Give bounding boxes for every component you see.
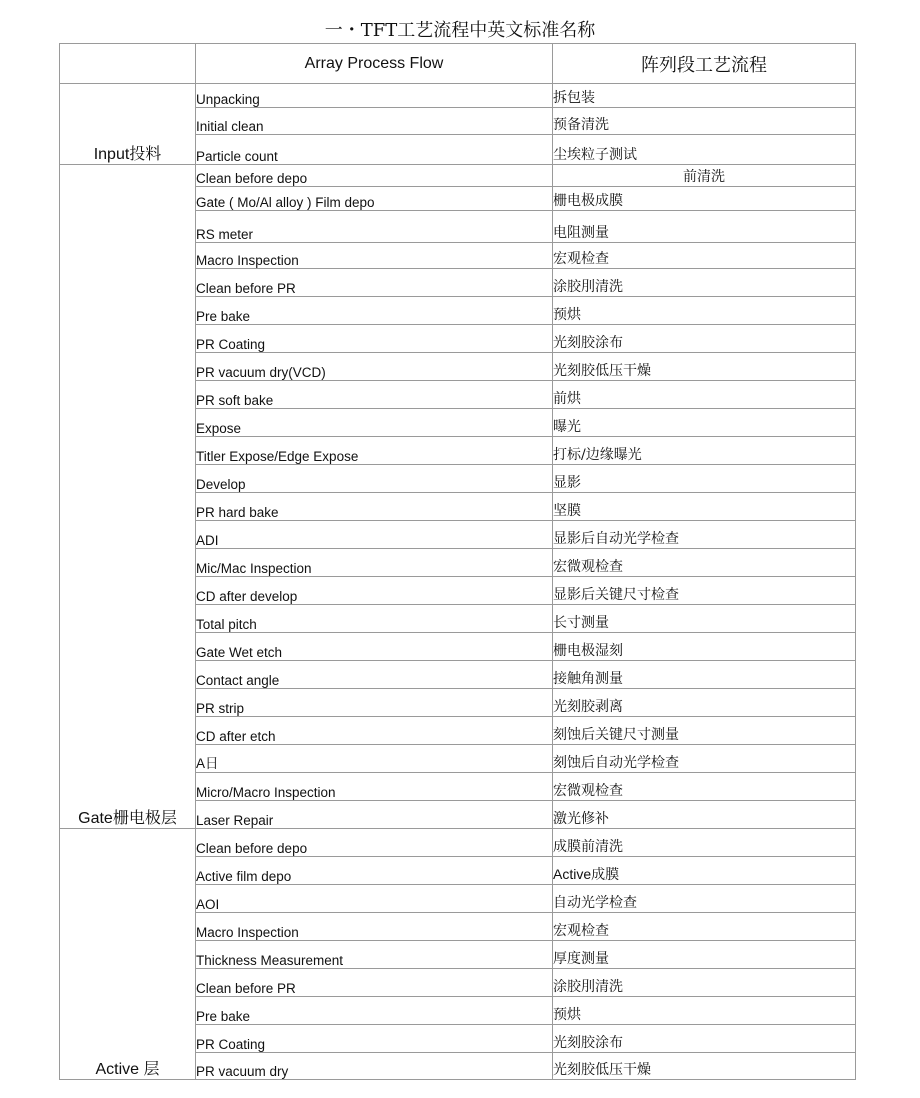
step-english-name: Laser Repair <box>196 801 553 829</box>
step-chinese-name: 前清洗 <box>553 165 856 187</box>
step-english-name: Thickness Measurement <box>196 941 553 969</box>
step-chinese-name: 宏观检查 <box>553 913 856 941</box>
step-chinese-name: 厚度测量 <box>553 941 856 969</box>
step-chinese-name: 尘埃粒子测试 <box>553 135 856 165</box>
step-english-name: Micro/Macro Inspection <box>196 773 553 801</box>
step-english-name: Initial clean <box>196 108 553 135</box>
step-chinese-name: 长寸测量 <box>553 605 856 633</box>
step-chinese-name: 刻蚀后关键尺寸测量 <box>553 717 856 745</box>
step-english-name: Total pitch <box>196 605 553 633</box>
step-english-name: Clean before PR <box>196 969 553 997</box>
group-label: Gate栅电极层 <box>60 165 196 829</box>
step-chinese-name: 栅电极湿刻 <box>553 633 856 661</box>
process-table <box>59 43 856 1080</box>
step-chinese-name: 拆包装 <box>553 84 856 108</box>
step-english-name: PR Coating <box>196 325 553 353</box>
step-chinese-name: 光刻胶涂布 <box>553 325 856 353</box>
step-english-name: Clean before PR <box>196 269 553 297</box>
step-chinese-name: 宏观检查 <box>553 243 856 269</box>
step-english-name: PR hard bake <box>196 493 553 521</box>
step-chinese-name: 激光修补 <box>553 801 856 829</box>
step-chinese-name: 光刻胶涂布 <box>553 1025 856 1053</box>
step-english-name: PR Coating <box>196 1025 553 1053</box>
step-chinese-name: 光刻胶低压干燥 <box>553 353 856 381</box>
step-english-name: CD after develop <box>196 577 553 605</box>
page-title: 一・TFT工艺流程中英文标准名称 <box>324 20 596 41</box>
step-chinese-name: 预烘 <box>553 297 856 325</box>
step-english-name: A日 <box>196 745 553 773</box>
step-english-name: Particle count <box>196 135 553 165</box>
table-row <box>60 829 856 857</box>
step-english-name: Develop <box>196 465 553 493</box>
step-chinese-name: 前烘 <box>553 381 856 409</box>
step-english-name: Macro Inspection <box>196 243 553 269</box>
step-chinese-name: 涂胶刖清洗 <box>553 969 856 997</box>
step-english-name: RS meter <box>196 211 553 243</box>
group-label: Active 层 <box>60 829 196 1080</box>
step-chinese-name: 电阻测量 <box>553 211 856 243</box>
step-english-name: Expose <box>196 409 553 437</box>
step-english-name: AOI <box>196 885 553 913</box>
step-chinese-name: 宏微观检查 <box>553 549 856 577</box>
step-english-name: Pre bake <box>196 297 553 325</box>
step-english-name: Gate Wet etch <box>196 633 553 661</box>
step-english-name: Clean before depo <box>196 829 553 857</box>
header-array-process-flow: Array Process Flow <box>196 44 553 84</box>
step-chinese-name: 成膜前清洗 <box>553 829 856 857</box>
step-chinese-name: 预备清洗 <box>553 108 856 135</box>
table-row <box>60 165 856 187</box>
step-english-name: Mic/Mac Inspection <box>196 549 553 577</box>
step-chinese-name: 坚膜 <box>553 493 856 521</box>
step-chinese-name: 光刻胶低压干燥 <box>553 1053 856 1080</box>
step-english-name: Unpacking <box>196 84 553 108</box>
step-english-name: Clean before depo <box>196 165 553 187</box>
step-chinese-name: 显影 <box>553 465 856 493</box>
group-label: Input投料 <box>60 84 196 165</box>
step-english-name: PR vacuum dry <box>196 1053 553 1080</box>
header-empty-cell <box>60 44 196 84</box>
step-english-name: Titler Expose/Edge Expose <box>196 437 553 465</box>
step-english-name: Gate ( Mo/Al alloy ) Film depo <box>196 187 553 211</box>
step-english-name: Active film depo <box>196 857 553 885</box>
header-array-process-zh: 阵列段工艺流程 <box>553 44 856 84</box>
step-chinese-name: 显影后自动光学检查 <box>553 521 856 549</box>
step-chinese-name: Active成膜 <box>553 857 856 885</box>
step-chinese-name: 刻蚀后自动光学检查 <box>553 745 856 773</box>
step-chinese-name: 打标/边缘曝光 <box>553 437 856 465</box>
step-chinese-name: 自动光学检查 <box>553 885 856 913</box>
step-chinese-name: 涂胶刖清洗 <box>553 269 856 297</box>
step-chinese-name: 宏微观检查 <box>553 773 856 801</box>
step-english-name: Pre bake <box>196 997 553 1025</box>
step-english-name: PR soft bake <box>196 381 553 409</box>
step-chinese-name: 预烘 <box>553 997 856 1025</box>
step-english-name: PR strip <box>196 689 553 717</box>
table-header-row <box>60 44 856 84</box>
step-english-name: CD after etch <box>196 717 553 745</box>
step-english-name: PR vacuum dry(VCD) <box>196 353 553 381</box>
step-chinese-name: 显影后关键尺寸检查 <box>553 577 856 605</box>
step-english-name: Contact angle <box>196 661 553 689</box>
step-chinese-name: 接触角测量 <box>553 661 856 689</box>
step-chinese-name: 曝光 <box>553 409 856 437</box>
step-english-name: ADI <box>196 521 553 549</box>
step-chinese-name: 光刻胶剥离 <box>553 689 856 717</box>
table-row <box>60 84 856 108</box>
step-english-name: Macro Inspection <box>196 913 553 941</box>
step-chinese-name: 栅电极成膜 <box>553 187 856 211</box>
